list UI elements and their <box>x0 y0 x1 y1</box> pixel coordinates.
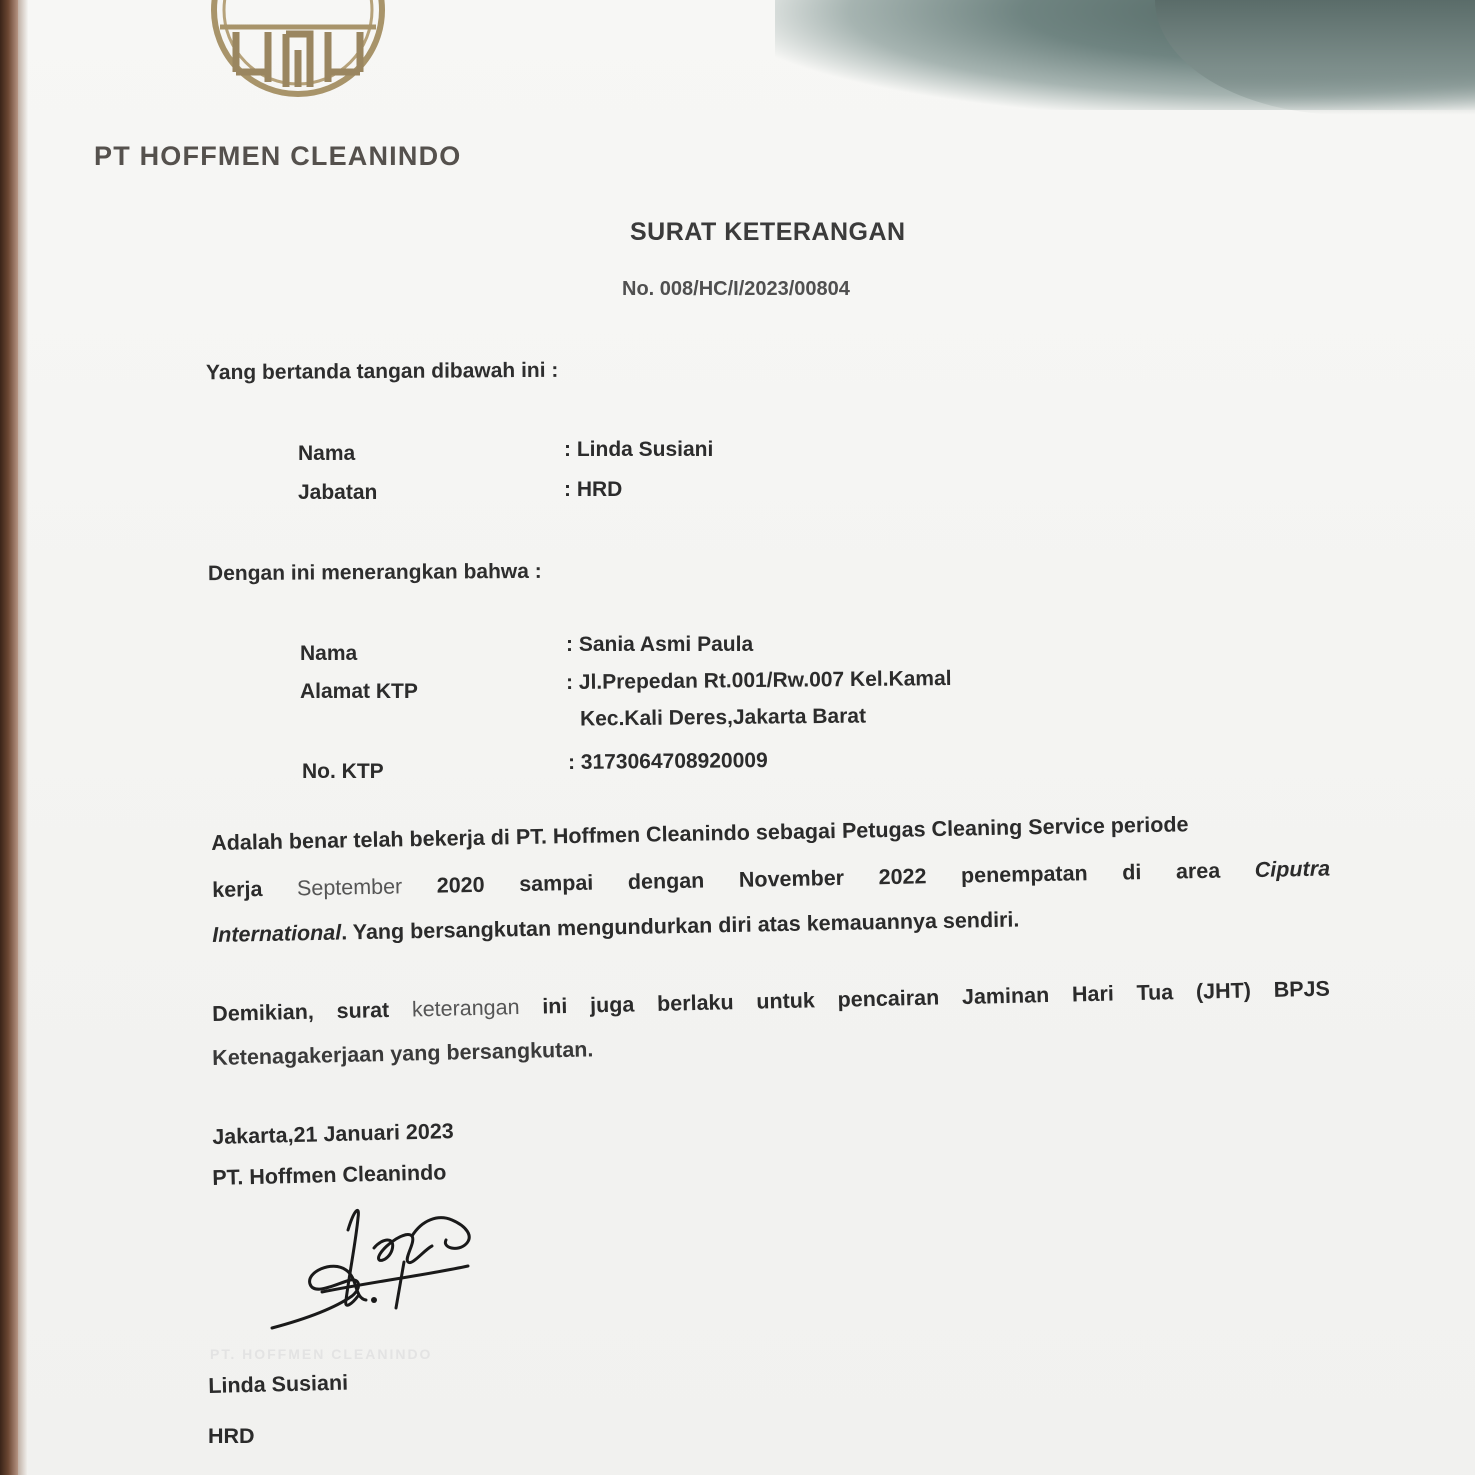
word: Demikian, <box>212 999 315 1026</box>
location-name: International <box>212 920 342 947</box>
word: sampai <box>518 870 594 897</box>
company-name: PT HOFFMEN CLEANINDO <box>94 141 462 171</box>
signatory-position-label: Jabatan <box>298 481 378 504</box>
employee-address-label: Alamat KTP <box>300 680 418 703</box>
job-title: Cleaning Service <box>931 813 1106 842</box>
body-paragraph-2-line-2: Ketenagakerjaan yang bersangkutan. <box>212 1037 594 1070</box>
signatory-name-value: : Linda Susiani <box>564 438 714 461</box>
signatory-intro: Yang bertanda tangan dibawah ini : <box>205 358 559 385</box>
employee-ktp-value: : 3173064708920009 <box>567 748 768 775</box>
word: untuk <box>756 988 816 1014</box>
word: Tua <box>1136 980 1174 1006</box>
signatory-name-label: Nama <box>298 442 356 465</box>
word: 2020 <box>436 872 485 898</box>
place-date: Jakarta,21 Januari 2023 <box>212 1119 454 1149</box>
paper-shadow <box>18 0 28 1475</box>
signatory-position-value: : HRD <box>564 478 623 501</box>
employee-address-line1: : Jl.Prepedan Rt.001/Rw.007 Kel.Kamal <box>565 666 952 695</box>
document-number: No. 008/HC/I/2023/00804 <box>622 278 850 300</box>
word: (JHT) <box>1195 978 1252 1004</box>
word: penempatan <box>960 861 1088 888</box>
body-text: periode <box>1104 812 1189 838</box>
desk-edge <box>0 0 18 1475</box>
closing-company: PT. Hoffmen Cleanindo <box>212 1160 447 1190</box>
signer-title: HRD <box>208 1424 255 1448</box>
faint-stamp-text: PT. HOFFMEN CLEANINDO <box>210 1346 433 1362</box>
employee-address-line2: Kec.Kali Deres,Jakarta Barat <box>579 704 867 731</box>
body-text: . Yang bersangkutan mengundurkan diri atas kemauannya sendiri. <box>340 907 1020 945</box>
employee-name-value: : Sania Asmi Paula <box>566 633 754 656</box>
word: kerja <box>212 877 263 902</box>
word: Jaminan <box>961 983 1050 1009</box>
word: dengan <box>627 868 705 895</box>
word: pencairan <box>837 985 940 1012</box>
location-name: Ciputra <box>1254 856 1331 882</box>
word: area <box>1175 858 1221 884</box>
word: keterangan <box>411 995 520 1022</box>
employee-name-label: Nama <box>300 642 358 665</box>
word: 2022 <box>878 864 927 890</box>
word: ini <box>542 993 568 1019</box>
body-text: Adalah benar telah bekerja di PT. Hoffmen Cleanindo sebagai Petugas <box>211 817 932 855</box>
word: November <box>738 865 845 892</box>
word: surat <box>336 997 390 1024</box>
company-logo <box>206 0 390 98</box>
word: juga <box>589 992 635 1018</box>
statement-intro: Dengan ini menerangkan bahwa : <box>207 559 542 586</box>
signer-name: Linda Susiani <box>208 1370 349 1398</box>
signature <box>262 1200 492 1340</box>
word: September <box>296 874 403 901</box>
word: Hari <box>1071 981 1115 1007</box>
document-title: SURAT KETERANGAN <box>630 218 906 246</box>
employee-ktp-label: No. KTP <box>302 760 384 783</box>
word: di <box>1122 860 1142 885</box>
word: berlaku <box>656 990 734 1016</box>
word: BPJS <box>1273 976 1331 1002</box>
